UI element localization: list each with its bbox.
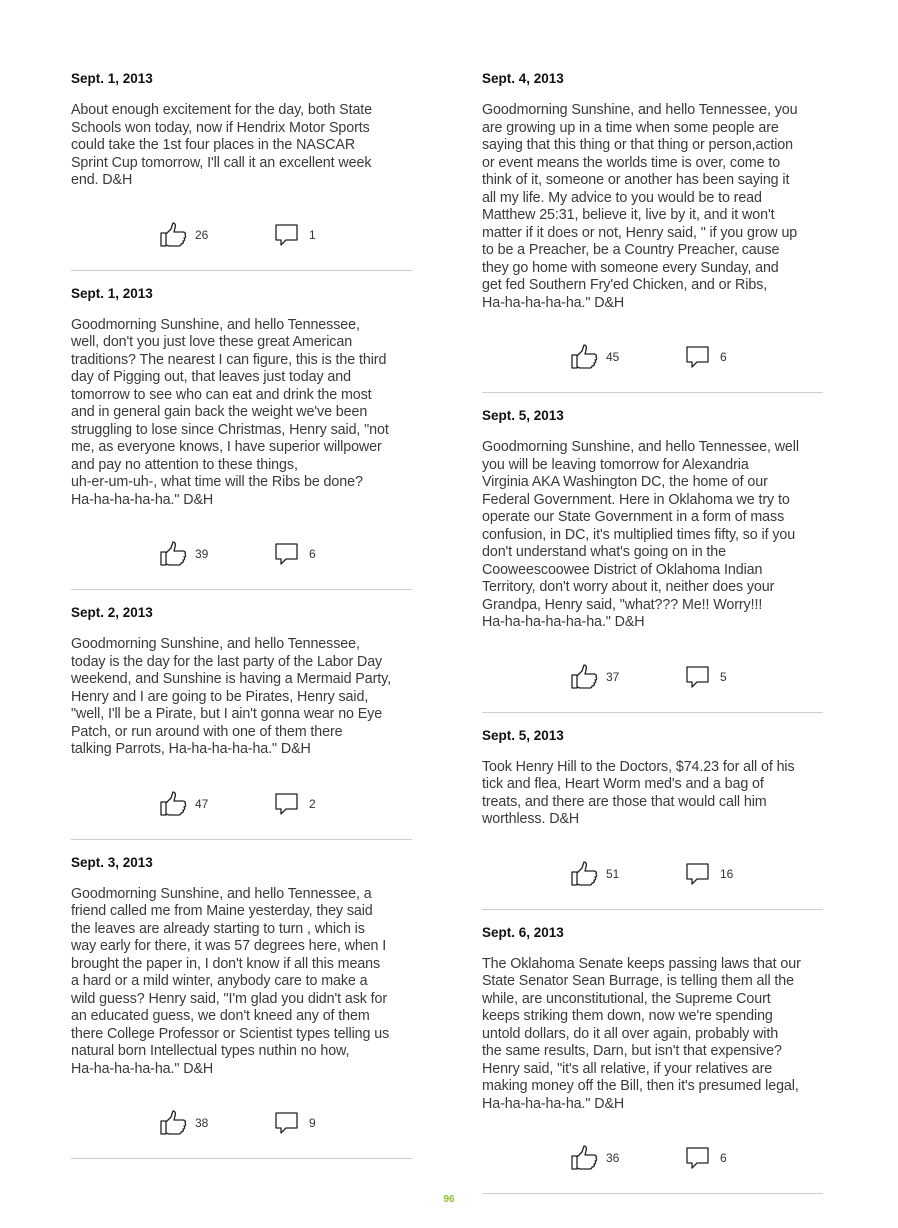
post-body: The Oklahoma Senate keeps passing laws that our State Senator Sean Burrage, is telling them all the while, are unconstitutional, the Supreme Court keeps striking them down, now we're spending untold dollars, do it all over again, probably with the same results, Darn, but isn't that expensive? Henry said, "it's all relative, if your relatives are making money off the Bill, then it's presumed legal, Ha-ha-ha-ha-ha." D&H <box>482 955 801 1112</box>
speech-bubble-icon <box>684 860 712 888</box>
comment-count: 9 <box>309 1116 316 1130</box>
like-button[interactable] <box>570 1143 619 1173</box>
like-button[interactable] <box>159 539 208 569</box>
thumbs-up-icon <box>159 790 187 818</box>
post-date: Sept. 6, 2013 <box>482 924 564 940</box>
post <box>482 70 823 393</box>
post-stats <box>482 332 823 392</box>
speech-bubble-icon <box>684 663 712 691</box>
speech-bubble-icon <box>684 343 712 371</box>
comment-button[interactable] <box>273 539 316 569</box>
comment-button[interactable] <box>684 1143 727 1173</box>
like-button[interactable] <box>570 662 619 692</box>
post-date: Sept. 4, 2013 <box>482 71 564 86</box>
comment-button[interactable] <box>273 220 316 250</box>
like-count: 51 <box>606 866 620 881</box>
speech-bubble-icon <box>684 1144 712 1172</box>
like-button[interactable] <box>570 859 619 889</box>
like-count: 36 <box>606 1151 620 1165</box>
post-body: Goodmorning Sunshine, and hello Tennessee, today is the day for the last party of the Labor Day weekend, and Sunshine is having a Mermaid Party, Henry and I are going to be Pirates, Henry said, "well, I'll be a Pirate, but I ain't gonna wear no Eye Patch, or run around with one of them there talking Parrots, Ha-ha-ha-ha-ha." D&H <box>71 636 391 757</box>
post <box>71 854 412 1160</box>
thumbs-up-icon <box>159 540 187 568</box>
speech-bubble-icon <box>273 1109 301 1137</box>
post-body: Took Henry Hill to the Doctors, $74.23 for all of his tick and flea, Heart Worm med's and a bag of treats, and there are those that would call him worthless. D&H <box>482 758 795 827</box>
post-date: Sept. 5, 2013 <box>482 408 564 423</box>
post <box>482 727 823 910</box>
comment-count: 5 <box>720 669 727 684</box>
post-body: Goodmorning Sunshine, and hello Tennessee, well, don't you just love these great American traditions? The nearest I can figure, this is the third day of Pigging out, that leaves just today and tomorrow to see who can eat and drink the most and in general gain back the weight we've been struggling to lose since Christmas, Henry said, "not me, as everyone knows, I have superior willpower and pay no attention to these things, uh-er-um-uh-, what time will the Ribs be done? Ha-ha-ha-ha-ha." D&H <box>71 316 389 508</box>
comment-button[interactable] <box>273 1108 316 1138</box>
comment-button[interactable] <box>684 859 733 889</box>
post-stats <box>71 210 412 270</box>
like-count: 26 <box>195 227 209 242</box>
comment-count: 2 <box>309 796 316 811</box>
post-body: Goodmorning Sunshine, and hello Tennessee, you are growing up in a time when some people are saying that this thing or that thing or person,action or event means the worlds time is over, come to think of it, someone or another has been saying it all my life. My advice to you would be to read Matthew 25:31, believe it, live by it, and it won't matter if it does or not, Henry said, " if you grow up to be a Preacher, be a Country Preacher, cause they go home with someone every Sunday, and get fed Southern Fry'ed Chicken, and or Ribs, Ha-ha-ha-ha-ha." D&H <box>482 102 798 311</box>
comment-button[interactable] <box>684 342 727 372</box>
like-count: 38 <box>195 1116 209 1130</box>
comment-count: 6 <box>720 350 727 364</box>
post-date: Sept. 3, 2013 <box>71 854 153 870</box>
page-number: 96 <box>443 1194 455 1205</box>
post-date: Sept. 1, 2013 <box>71 285 153 301</box>
thumbs-up-icon <box>570 663 598 691</box>
post <box>71 70 412 271</box>
like-count: 47 <box>195 796 209 811</box>
like-button[interactable] <box>159 220 208 250</box>
speech-bubble-icon <box>273 790 301 818</box>
right-column <box>482 70 823 1208</box>
like-count: 45 <box>606 350 620 364</box>
speech-bubble-icon <box>273 221 301 249</box>
thumbs-up-icon <box>570 860 598 888</box>
comment-count: 16 <box>720 866 734 881</box>
left-column <box>71 70 412 1173</box>
thumbs-up-icon <box>159 1109 187 1137</box>
thumbs-up-icon <box>159 221 187 249</box>
comment-count: 6 <box>720 1151 727 1165</box>
like-button[interactable] <box>159 1108 208 1138</box>
comment-button[interactable] <box>684 662 727 692</box>
post-body: Goodmorning Sunshine, and hello Tennessee, well you will be leaving tomorrow for Alexandria Virginia AKA Washington DC, the home of our Federal Government. Here in Oklahoma we try to operate our State Government in a form of mass confusion, in DC, it's multiplied times fifty, so if you don't understand what's going on in the Cooweescoowee District of Oklahoma Indian Territory, don't worry about it, neither does your Grandpa, Henry said, "what??? Me!! Worry!!! Ha-ha-ha-ha-ha-ha." D&H <box>482 439 799 630</box>
thumbs-up-icon <box>570 343 598 371</box>
post <box>482 407 823 713</box>
like-button[interactable] <box>159 789 208 819</box>
post-stats <box>482 652 823 712</box>
like-button[interactable] <box>570 342 619 372</box>
post-date: Sept. 1, 2013 <box>71 71 153 86</box>
post-date: Sept. 2, 2013 <box>71 605 153 620</box>
post-stats <box>482 849 823 909</box>
post-body: About enough excitement for the day, both State Schools won today, now if Hendrix Motor Sports could take the 1st four places in the NASCAR Sprint Cup tomorrow, I'll call it an excellent week end. D&H <box>71 102 373 188</box>
post-body: Goodmorning Sunshine, and hello Tennessee, a friend called me from Maine yesterday, they said the leaves are already starting to turn , which is way early for there, it was 57 degrees here, when I brought the paper in, I don't know if all this means a hard or a mild winter, anybody care to make a wild guess? Henry said, "I'm glad you didn't ask for an educated guess, we don't kneed any of them there College Professor or Scientist types telling us natural born Intellectual types nuthin no how, Ha-ha-ha-ha-ha." D&H <box>71 885 390 1077</box>
post-stats <box>71 1098 412 1158</box>
speech-bubble-icon <box>273 540 301 568</box>
comment-count: 1 <box>309 227 316 242</box>
post-stats <box>71 779 412 839</box>
post-stats <box>71 529 412 589</box>
like-count: 37 <box>606 669 620 684</box>
thumbs-up-icon <box>570 1144 598 1172</box>
comment-count: 6 <box>309 547 316 561</box>
comment-button[interactable] <box>273 789 316 819</box>
post-stats <box>482 1133 823 1193</box>
post <box>71 604 412 840</box>
like-count: 39 <box>195 547 209 561</box>
post <box>71 285 412 591</box>
post-date: Sept. 5, 2013 <box>482 727 564 743</box>
post <box>482 924 823 1195</box>
